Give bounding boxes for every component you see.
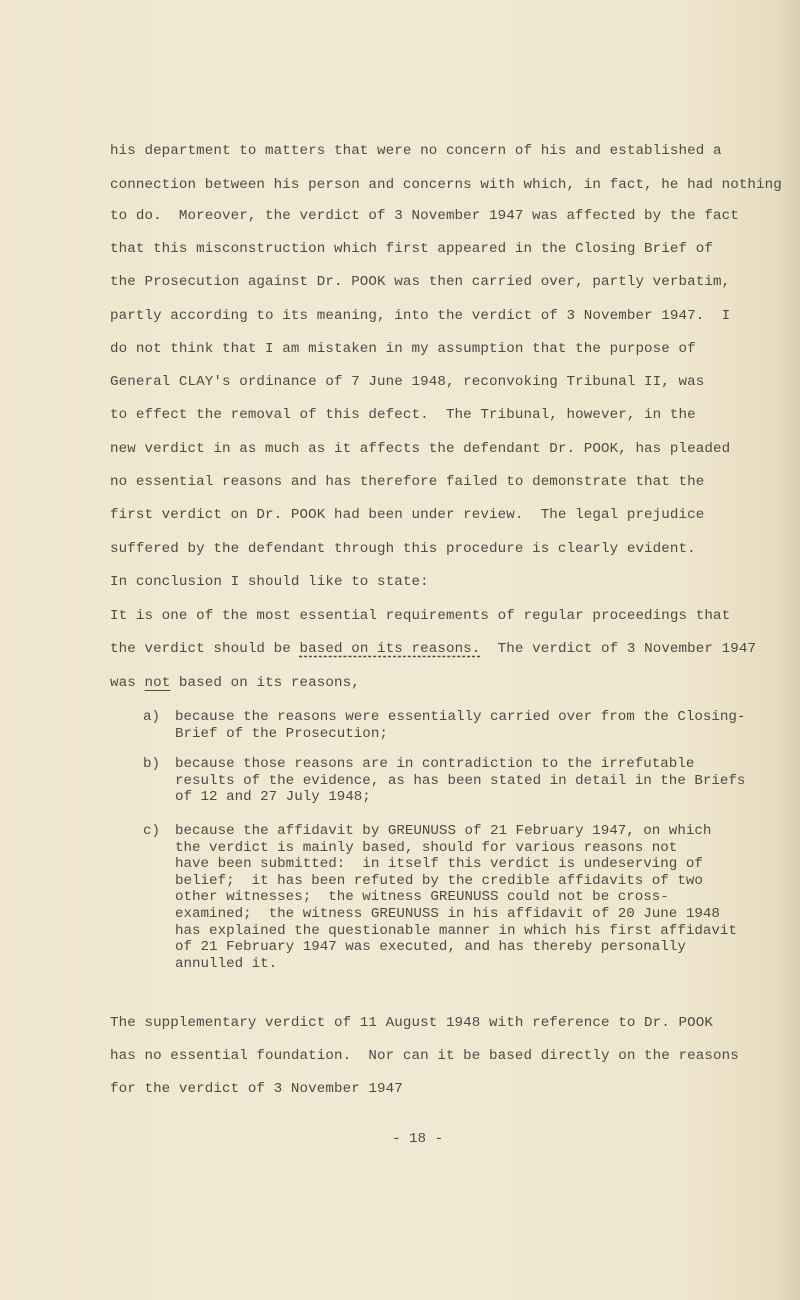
body-line (110, 641, 756, 657)
body-line: do not think that I am mistaken in my assumption that the purpose of (110, 341, 696, 357)
body-line: It is one of the most essential requirements of regular proceedings that (110, 608, 731, 624)
body-line: for the verdict of 3 November 1947 (110, 1081, 403, 1097)
text-segment: the verdict should be (110, 641, 300, 657)
list-item: because the reasons were essentially carried over from the Closing- Brief of the Prosecution; (175, 709, 746, 742)
body-line: partly according to its meaning, into the verdict of 3 November 1947. I (110, 308, 731, 324)
page-number: - 18 - (392, 1131, 444, 1147)
list-label: b) (143, 756, 161, 772)
text-segment: based on its reasons, (170, 675, 360, 691)
body-line: In conclusion I should like to state: (110, 574, 429, 590)
body-line: that this misconstruction which first appeared in the Closing Brief of (110, 241, 713, 257)
body-line: The supplementary verdict of 11 August 1948 with reference to Dr. POOK (110, 1015, 713, 1031)
body-line (110, 675, 360, 691)
list-label: a) (143, 709, 161, 725)
list-item: because the affidavit by GREUNUSS of 21 February 1947, on which the verdict is mainly based, should for various reasons not have been submitted: in itself this verdict is undeserving of belief; it has been refuted by the credible affidavits of two other witnesses; the witness GREUNUSS could not be cross- examined; the witness GREUNUSS in his affidavit of 20 June 1948 has explained the questionable manner in which his first affidavit of 21 February 1947 was executed, and has thereby personally annulled it. (175, 823, 737, 972)
body-line: to do. Moreover, the verdict of 3 November 1947 was affected by the fact (110, 208, 739, 224)
body-line: to effect the removal of this defect. The Tribunal, however, in the (110, 407, 696, 423)
body-line: no essential reasons and has therefore failed to demonstrate that the (110, 474, 705, 490)
body-line: has no essential foundation. Nor can it be based directly on the reasons (110, 1048, 739, 1064)
list-item: because those reasons are in contradiction to the irrefutable results of the evidence, as has been stated in detail in the Briefs of 12 and 27 July 1948; (175, 756, 746, 806)
body-line: his department to matters that were no concern of his and established a (110, 143, 722, 159)
underlined-phrase: based on its reasons. (299, 641, 481, 657)
body-line: connection between his person and concerns with which, in fact, he had nothing (110, 177, 782, 193)
list-label: c) (143, 823, 161, 839)
body-line: General CLAY's ordinance of 7 June 1948, reconvoking Tribunal II, was (110, 374, 705, 390)
body-line: the Prosecution against Dr. POOK was then carried over, partly verbatim, (110, 274, 731, 290)
text-segment: The verdict of 3 November 1947 (480, 641, 757, 657)
body-line: new verdict in as much as it affects the defendant Dr. POOK, has pleaded (110, 441, 731, 457)
body-line: first verdict on Dr. POOK had been under review. The legal prejudice (110, 507, 705, 523)
text-segment: was (110, 675, 145, 691)
underlined-word: not (144, 675, 171, 691)
body-line: suffered by the defendant through this procedure is clearly evident. (110, 541, 696, 557)
